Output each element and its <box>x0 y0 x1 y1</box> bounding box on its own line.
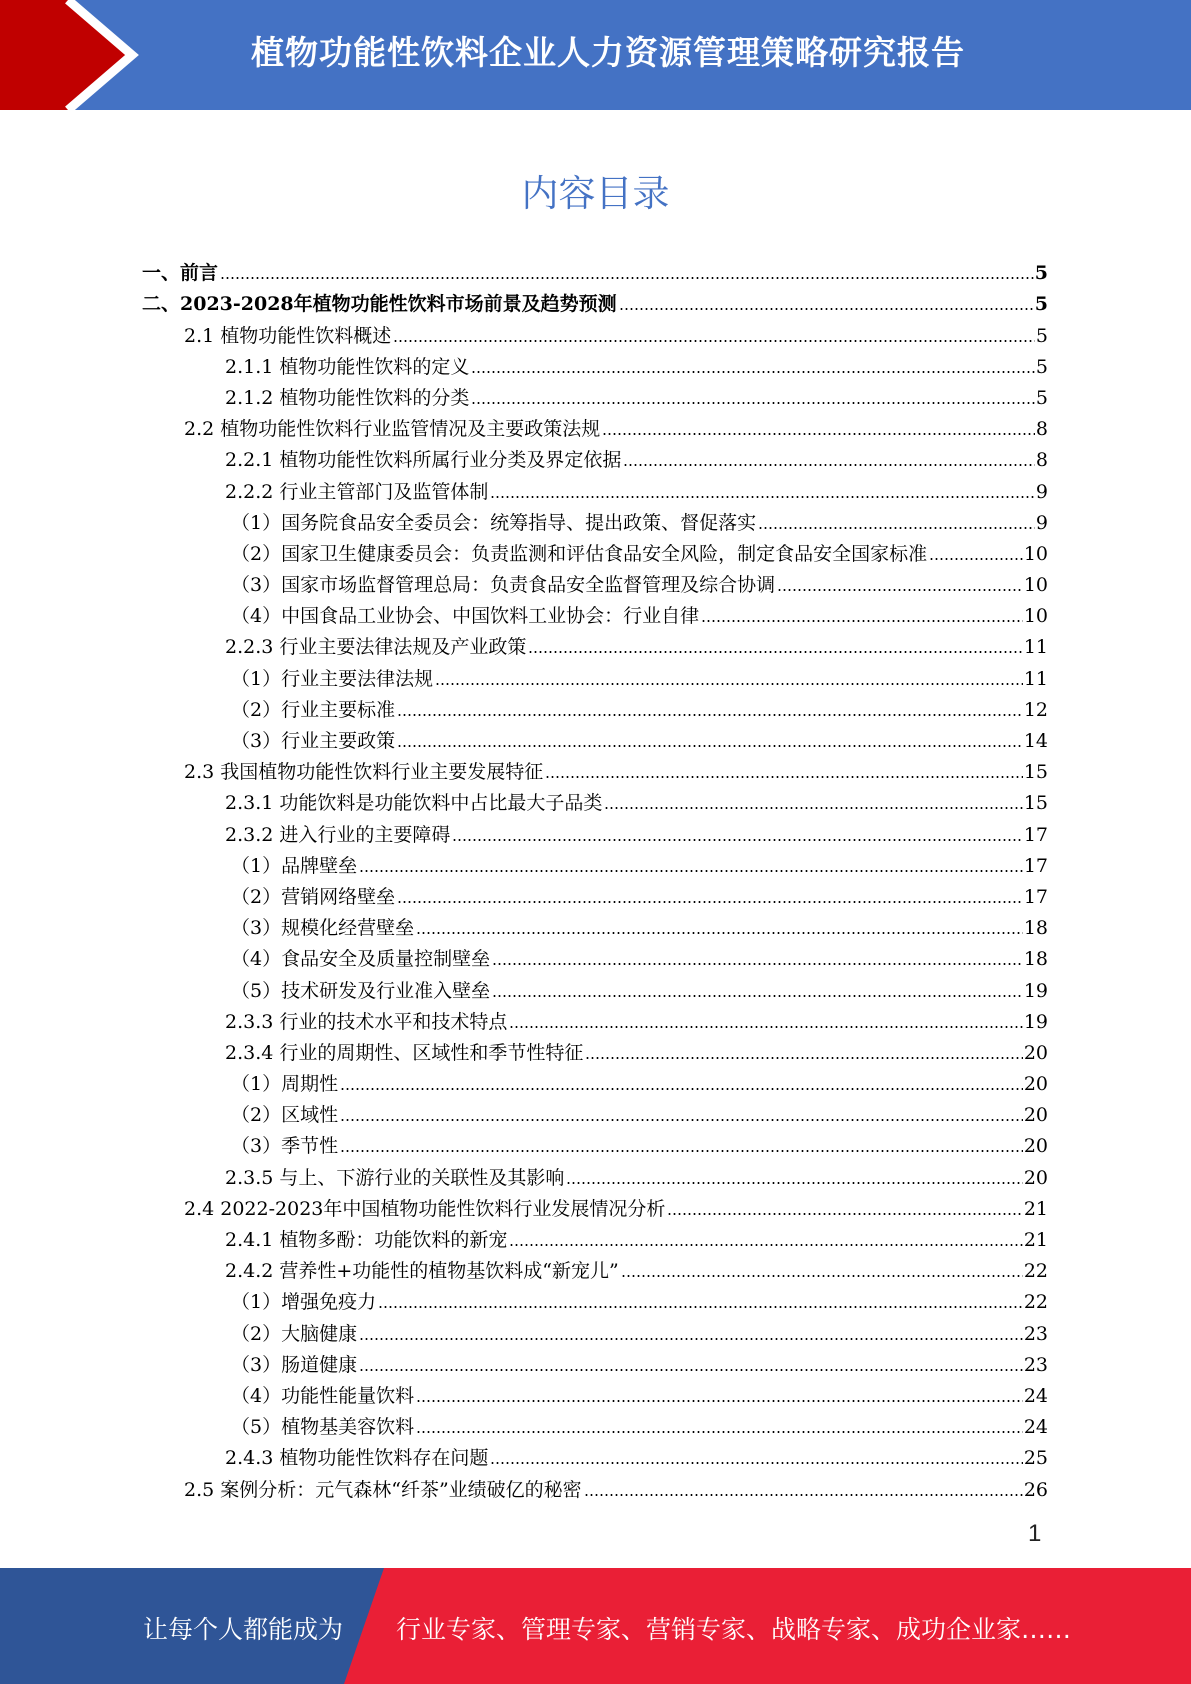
toc-entry-page: 11 <box>1023 667 1048 690</box>
footer-slogan-left: 让每个人都能成为 <box>143 1615 344 1644</box>
toc-entry-page: 10 <box>1023 605 1048 628</box>
toc-dot-leader <box>777 588 1023 592</box>
toc-entry-label: 2.2.3 行业主要法律法规及产业政策 <box>225 636 527 659</box>
toc-entry[interactable] <box>142 286 1048 317</box>
toc-entry[interactable] <box>231 567 1048 598</box>
toc-entry[interactable] <box>225 1035 1048 1066</box>
toc-entry-page: 25 <box>1023 1447 1048 1470</box>
toc-entry-page: 20 <box>1023 1073 1048 1096</box>
toc-dot-leader <box>492 962 1023 966</box>
toc-entry-label: 2.4 2022-2023年中国植物功能性饮料行业发展情况分析 <box>184 1197 666 1220</box>
toc-dot-leader <box>602 432 1035 436</box>
toc-entry-label: （1）增强免疫力 <box>231 1291 377 1314</box>
toc-dot-leader <box>220 276 1034 280</box>
toc-entry-page: 18 <box>1023 917 1048 940</box>
toc-entry[interactable] <box>225 785 1048 816</box>
toc-entry-label: （2）行业主要标准 <box>231 698 396 721</box>
toc-entry-label: 2.2.1 植物功能性饮料所属行业分类及界定依据 <box>225 449 622 472</box>
toc-dot-leader <box>667 1212 1022 1216</box>
toc-entry-label: 2.3.2 进入行业的主要障碍 <box>225 823 451 846</box>
toc-entry-page: 18 <box>1023 948 1048 971</box>
toc-entry-page: 21 <box>1023 1197 1048 1220</box>
toc-entry[interactable] <box>231 692 1048 723</box>
toc-entry-label: 2.1.1 植物功能性饮料的定义 <box>225 355 470 378</box>
footer-slogan-right: 行业专家、管理专家、营销专家、战略专家、成功企业家…… <box>396 1615 1072 1644</box>
toc-entry-page: 9 <box>1035 511 1048 534</box>
toc-entry-label: （3）规模化经营壁垒 <box>231 917 415 940</box>
toc-entry-label: （2）营销网络壁垒 <box>231 885 396 908</box>
toc-entry[interactable] <box>225 1222 1048 1253</box>
toc-entry-page: 19 <box>1023 979 1048 1002</box>
toc-dot-leader <box>929 557 1023 561</box>
report-title: 植物功能性饮料企业人力资源管理策略研究报告 <box>251 33 965 72</box>
toc-entry-label: 2.4.1 植物多酚：功能饮料的新宠 <box>225 1229 508 1251</box>
toc-entry-label: （3）季节性 <box>231 1135 339 1158</box>
toc-entry-label: 2.4.3 植物功能性饮料存在问题 <box>225 1447 489 1470</box>
toc-entry[interactable] <box>231 1378 1048 1409</box>
toc-entry-label: 2.1.2 植物功能性饮料的分类 <box>225 386 470 409</box>
toc-entry-label: 2.3.3 行业的技术水平和技术特点 <box>225 1010 508 1033</box>
toc-entry-page: 14 <box>1023 730 1048 752</box>
toc-entry-label: （2）大脑健康 <box>231 1322 358 1345</box>
toc-entry[interactable] <box>231 1097 1048 1128</box>
toc-entry-label: 2.2.2 行业主管部门及监管体制 <box>225 480 489 503</box>
toc-entry-label: （4）功能性能量饮料 <box>231 1384 415 1407</box>
toc-entry-label: 2.3.4 行业的周期性、区域性和季节性特征 <box>225 1041 584 1064</box>
toc-entry[interactable] <box>231 723 1048 754</box>
toc-dot-leader <box>621 1274 1023 1278</box>
toc-entry[interactable] <box>231 505 1048 536</box>
toc-dot-leader <box>340 1118 1023 1122</box>
toc-entry-label: 2.2 植物功能性饮料行业监管情况及主要政策法规 <box>184 418 601 441</box>
toc-dot-leader <box>397 744 1023 748</box>
toc-entry[interactable] <box>225 380 1048 411</box>
toc-dot-leader <box>416 931 1023 935</box>
toc-entry[interactable] <box>231 1347 1048 1378</box>
toc-entry-page: 15 <box>1023 761 1048 784</box>
toc-entry[interactable] <box>231 536 1048 567</box>
toc-entry[interactable] <box>184 411 1048 442</box>
toc-entry-page: 24 <box>1023 1416 1048 1439</box>
toc-entry-page: 22 <box>1023 1291 1048 1314</box>
toc-dot-leader <box>452 838 1022 842</box>
toc-entry[interactable] <box>225 442 1048 473</box>
report-header <box>0 0 1191 110</box>
toc-entry[interactable] <box>231 972 1048 1003</box>
toc-entry-label: （2）区域性 <box>231 1104 339 1127</box>
toc-entry-page: 26 <box>1023 1478 1048 1501</box>
toc-dot-leader <box>604 806 1022 810</box>
toc-entry[interactable] <box>231 1066 1048 1097</box>
toc-dot-leader <box>378 1305 1023 1309</box>
toc-dot-leader <box>492 994 1023 998</box>
toc-entry-label: 2.3.5 与上、下游行业的关联性及其影响 <box>225 1166 565 1189</box>
toc-entry-page: 8 <box>1035 418 1048 441</box>
toc-dot-leader <box>416 1430 1023 1434</box>
page-number: 1 <box>1028 1520 1042 1547</box>
toc-entry-page: 21 <box>1023 1229 1048 1251</box>
toc-entry-page: 20 <box>1023 1041 1048 1064</box>
toc-entry[interactable] <box>184 317 1048 348</box>
toc-dot-leader <box>701 619 1023 623</box>
toc-entry-page: 20 <box>1023 1104 1048 1127</box>
toc-dot-leader <box>340 1087 1023 1091</box>
toc-dot-leader <box>490 495 1035 499</box>
toc-entry-page: 22 <box>1023 1260 1048 1283</box>
toc-entry-label: 一、前言 <box>142 262 219 285</box>
toc-entry-page: 17 <box>1023 854 1048 877</box>
toc-entry-page: 5 <box>1034 262 1048 285</box>
toc-entry-label: （3）肠道健康 <box>231 1353 358 1376</box>
toc-dot-leader <box>359 1337 1023 1341</box>
toc-entry-page: 11 <box>1023 636 1048 659</box>
toc-dot-leader <box>416 1399 1023 1403</box>
toc-entry-page: 10 <box>1023 574 1048 597</box>
toc-entry[interactable] <box>231 598 1048 629</box>
toc-dot-leader <box>397 900 1023 904</box>
toc-dot-leader <box>359 869 1023 873</box>
toc-entry-label: （5）植物基美容饮料 <box>231 1416 415 1439</box>
toc-entry-page: 24 <box>1023 1384 1048 1407</box>
toc-entry[interactable] <box>231 660 1048 691</box>
toc-entry[interactable] <box>231 1284 1048 1315</box>
toc-dot-leader <box>471 370 1035 374</box>
toc-entry-page: 5 <box>1035 324 1048 347</box>
toc-entry[interactable] <box>225 629 1048 660</box>
toc-entry-page: 17 <box>1023 823 1048 846</box>
toc-dot-leader <box>585 1056 1022 1060</box>
toc-entry[interactable] <box>225 349 1048 380</box>
toc-entry-label: （1）行业主要法律法规 <box>231 667 434 690</box>
toc-entry-label: （3）国家市场监督管理总局：负责食品安全监督管理及综合协调 <box>231 574 776 597</box>
toc-entry-page: 20 <box>1023 1166 1048 1189</box>
toc-entry[interactable] <box>225 1159 1048 1190</box>
toc-dot-leader <box>435 682 1023 686</box>
toc-entry-label: 2.5 案例分析：元气森林“纤茶”业绩破亿的秘密 <box>184 1478 582 1501</box>
toc-entry-label: （1）国务院食品安全委员会：统筹指导、提出政策、督促落实 <box>231 511 757 534</box>
toc-entry[interactable] <box>231 910 1048 941</box>
toc-entry-page: 23 <box>1023 1353 1048 1376</box>
toc-entry-page: 20 <box>1023 1135 1048 1158</box>
toc-entry-page: 5 <box>1035 355 1048 378</box>
toc-entry[interactable] <box>225 1253 1048 1284</box>
toc-entry[interactable] <box>225 473 1048 504</box>
toc-entry[interactable] <box>184 754 1048 785</box>
toc-entry[interactable] <box>184 1471 1048 1502</box>
toc-heading: 内容目录 <box>521 172 670 215</box>
toc-dot-leader <box>340 1149 1023 1153</box>
toc-dot-leader <box>397 713 1023 717</box>
toc-dot-leader <box>509 1243 1022 1247</box>
toc-entry-page: 19 <box>1023 1010 1048 1033</box>
table-of-contents <box>0 255 1191 1503</box>
toc-dot-leader <box>471 401 1035 405</box>
toc-entry-page: 5 <box>1035 386 1048 409</box>
toc-entry-label: （2）国家卫生健康委员会：负责监测和评估食品安全风险，制定食品安全国家标准 <box>231 542 928 565</box>
toc-entry[interactable] <box>231 848 1048 879</box>
toc-dot-leader <box>758 526 1035 530</box>
toc-entry-page: 8 <box>1035 449 1048 472</box>
toc-entry[interactable] <box>142 255 1048 286</box>
toc-entry-label: （4）食品安全及质量控制壁垒 <box>231 948 491 971</box>
toc-entry-page: 5 <box>1034 293 1048 316</box>
toc-entry-label: （3）行业主要政策 <box>231 730 396 752</box>
toc-entry-page: 9 <box>1035 480 1048 503</box>
toc-entry-label: （4）中国食品工业协会、中国饮料工业协会：行业自律 <box>231 605 700 628</box>
toc-dot-leader <box>393 339 1035 343</box>
toc-entry[interactable] <box>184 1191 1048 1222</box>
toc-entry-label: （5）技术研发及行业准入壁垒 <box>231 979 491 1002</box>
toc-dot-leader <box>584 1493 1023 1497</box>
toc-entry-label: 二、2023-2028年植物功能性饮料市场前景及趋势预测 <box>142 293 617 316</box>
toc-entry-label: 2.3.1 功能饮料是功能饮料中占比最大子品类 <box>225 792 603 815</box>
toc-entry-label: 2.3 我国植物功能性饮料行业主要发展特征 <box>184 761 544 784</box>
toc-dot-leader <box>359 1368 1023 1372</box>
toc-entry-page: 23 <box>1023 1322 1048 1345</box>
toc-dot-leader <box>619 307 1034 311</box>
toc-dot-leader <box>545 775 1023 779</box>
toc-entry[interactable] <box>225 816 1048 847</box>
toc-dot-leader <box>566 1181 1022 1185</box>
toc-entry-page: 15 <box>1023 792 1048 815</box>
toc-dot-leader <box>509 1025 1022 1029</box>
toc-entry-label: （1）品牌壁垒 <box>231 854 358 877</box>
toc-entry-label: 2.4.2 营养性+功能性的植物基饮料成“新宠儿” <box>225 1260 619 1283</box>
footer-banner <box>0 1568 1191 1684</box>
toc-entry[interactable] <box>231 1128 1048 1159</box>
toc-entry-page: 10 <box>1023 542 1048 565</box>
toc-dot-leader <box>623 463 1035 467</box>
toc-entry-label: 2.1 植物功能性饮料概述 <box>184 324 392 347</box>
toc-entry-page: 12 <box>1023 698 1048 721</box>
toc-entry[interactable] <box>231 1409 1048 1440</box>
toc-entry[interactable] <box>225 1440 1048 1471</box>
toc-dot-leader <box>490 1461 1022 1465</box>
toc-entry-page: 17 <box>1023 885 1048 908</box>
toc-entry[interactable] <box>231 1315 1048 1346</box>
toc-entry[interactable] <box>231 879 1048 910</box>
toc-entry[interactable] <box>231 941 1048 972</box>
toc-dot-leader <box>528 650 1022 654</box>
toc-entry[interactable] <box>225 1004 1048 1035</box>
toc-entry-label: （1）周期性 <box>231 1073 339 1096</box>
